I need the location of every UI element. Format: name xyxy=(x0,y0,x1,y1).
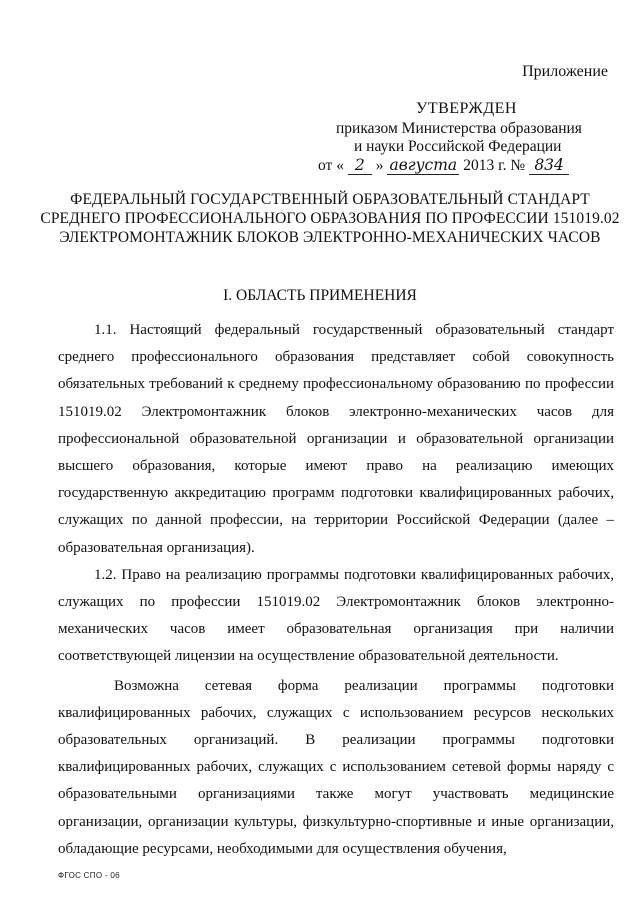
approval-order-line: приказом Министерства образования xyxy=(336,120,582,137)
approval-block xyxy=(318,100,628,175)
footer-code: ФГОС СПО - 06 xyxy=(58,871,120,880)
handwritten-month: августа xyxy=(387,156,459,175)
paragraph-network-form: Возможна сетевая форма реализации программы подготовки квалифицированных рабочих, служащих с использованием ресурсов нескольких образовательных организаций. В реализации программы подготовки квалифицированных рабочих, служащих с использованием сетевой формы наряду с образовательными организациями также могут участвовать медицинские организации, организации культуры, физкультурно-спортивные и иные организации, обладающие ресурсами, необходимыми для осуществления обучения, xyxy=(58,677,614,857)
year-text: 2013 г. № xyxy=(463,157,526,174)
handwritten-order-number: 834 xyxy=(529,156,569,175)
document-body xyxy=(58,317,614,863)
paragraph-1-2: 1.2. Право на реализацию программы подготовки квалифицированных рабочих, служащих по профессии 151019.02 Электромонтажник блоков электронно-механических часов имеет образовательная организация при наличии соответствующей лицензии на осуществление образовательной деятельности. xyxy=(58,566,614,665)
appendix-label: Приложение xyxy=(522,63,608,80)
handwritten-day: 2 xyxy=(348,156,372,175)
date-mid: » xyxy=(375,157,384,174)
document-title: ФЕДЕРАЛЬНЫЙ ГОСУДАРСТВЕННЫЙ ОБРАЗОВАТЕЛЬНЫЙ СТАНДАРТ СРЕДНЕГО ПРОФЕССИОНАЛЬНОГО ОБРАЗОВАНИЯ ПО ПРОФЕССИИ 151019.02 ЭЛЕКТРОМОНТАЖНИК БЛОКОВ ЭЛЕКТРОННО-МЕХАНИЧЕСКИХ ЧАСОВ xyxy=(40,191,620,246)
section-title: I. ОБЛАСТЬ ПРИМЕНЕНИЯ xyxy=(223,287,417,304)
approval-ministry-line: и науки Российской Федерации xyxy=(354,138,562,155)
approved-heading: УТВЕРЖДЕН xyxy=(416,100,517,117)
approval-date-line xyxy=(318,156,628,175)
paragraph-1-1: 1.1. Настоящий федеральный государственный образовательный стандарт среднего профессионального образования представляет собой совокупность обязательных требований к среднему профессиональному образованию по профессии 151019.02 Электромонтажник блоков электронно-механических часов для профессиональной образовательной организации и образовательной организации высшего образования, которые имеют право на реализацию имеющих государственную аккредитацию программ подготовки квалифицированных рабочих, служащих по данной профессии, на территории Российской Федерации (далее – образовательная организация). xyxy=(58,322,614,556)
date-prefix: от « xyxy=(318,157,344,174)
